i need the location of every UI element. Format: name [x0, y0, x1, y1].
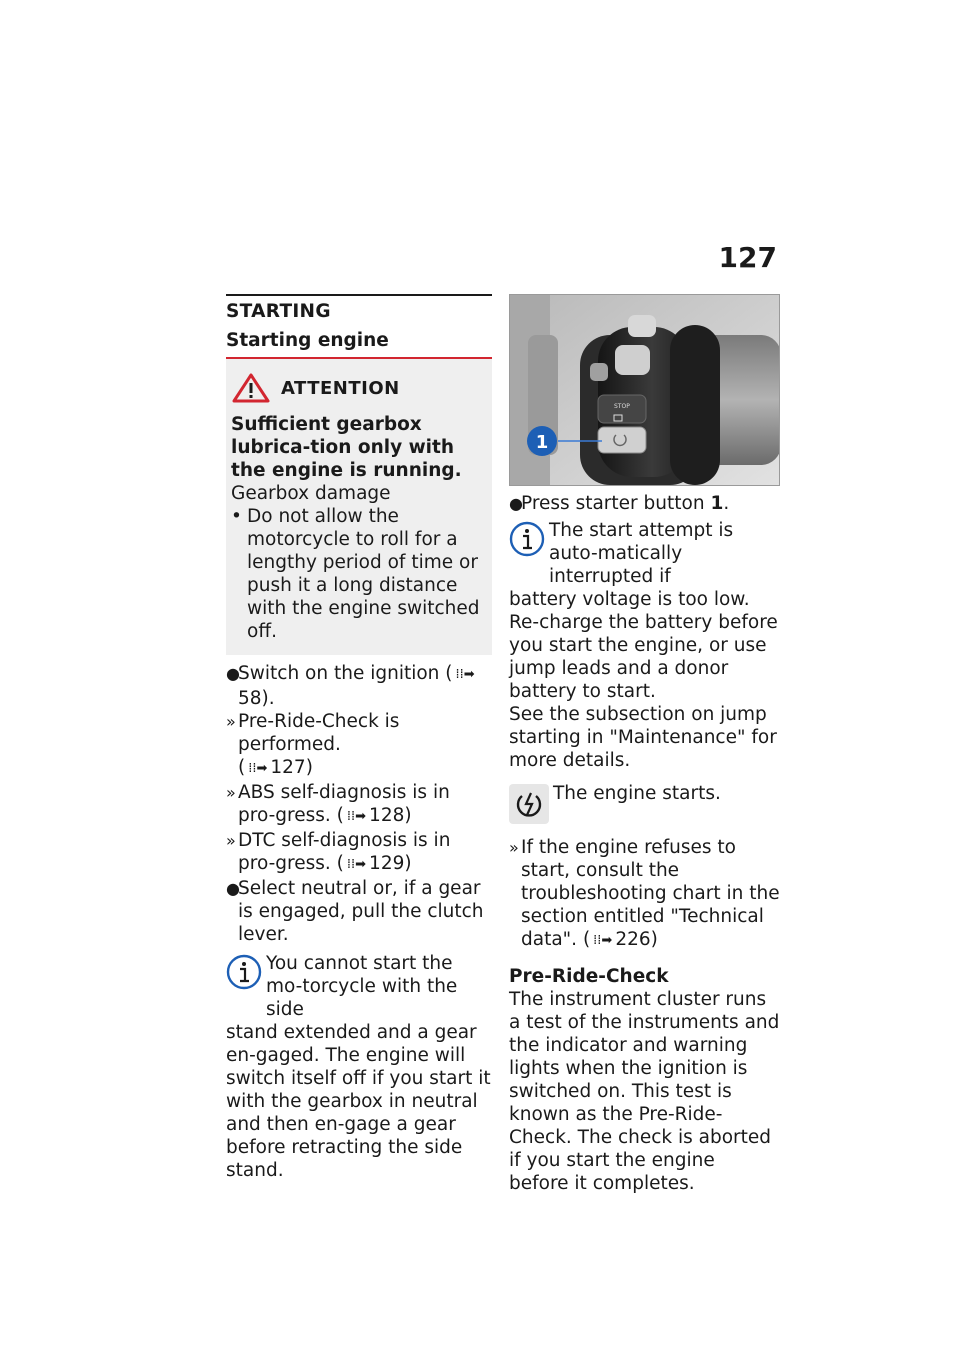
press-text: Press starter button: [521, 493, 711, 514]
note-battery-rest: battery voltage is too low. Re-charge the battery before you start the engine, or use jump leads and a donor battery to start.: [509, 589, 778, 702]
page-ref[interactable]: 129: [369, 853, 405, 874]
attention-consequence: Gearbox damage: [231, 483, 391, 504]
note-battery-first: The start attempt is auto-matically interrupted if: [549, 520, 734, 587]
step-after: ).: [261, 688, 275, 709]
step-dtc-result: » DTC self-diagnosis is in pro-gress. ( ⁞⁞➡ 129): [226, 830, 451, 874]
steps-list: [226, 662, 492, 946]
step-text: Switch on the ignition (: [238, 663, 453, 684]
page-ref[interactable]: 128: [369, 805, 405, 826]
step-press-starter: [509, 492, 780, 515]
bullet-marker: ●: [509, 494, 523, 513]
section-title: STARTING: [226, 301, 331, 322]
warning-triangle-icon: [231, 373, 271, 403]
callout-number: 1: [535, 432, 549, 453]
note-sidestand: [226, 952, 492, 1182]
starter-button-photo: [509, 294, 780, 486]
note-battery: [509, 519, 780, 772]
top-rule: [226, 294, 492, 296]
note-battery-extra: See the subsection on jump starting in "Maintenance" for more details.: [509, 704, 777, 771]
page-ref[interactable]: 127: [270, 757, 306, 778]
note-sidestand-first: You cannot start the mo-torcycle with the side: [266, 953, 458, 1020]
pre-ride-body: The instrument cluster runs a test of the instruments and the indicator and warning lights when the ignition is switched on. This test is known as the Pre-Ride-Check. The check is aborted if you start the engine before it completes.: [509, 989, 780, 1194]
bullet-marker: ●: [226, 664, 240, 683]
note-sidestand-rest: stand extended and a gear en-gaged. The engine will switch itself off if you start it with the gearbox in neutral and then en-gage a gear before retracting the side stand.: [226, 1022, 491, 1181]
press-ref-label: 1: [710, 493, 724, 514]
result-marker: »: [509, 838, 519, 857]
subsection-title: Starting engine: [226, 330, 389, 351]
page-ref[interactable]: 226: [615, 929, 651, 950]
page-number: 127: [718, 241, 777, 274]
step-text: Select neutral or, if a gear is engaged, pull the clutch lever.: [238, 878, 484, 945]
step-text: Pre-Ride-Check is performed.: [238, 711, 400, 755]
attention-label: ATTENTION: [281, 377, 400, 399]
step-neutral: [226, 877, 492, 946]
attention-bullet: [231, 505, 482, 643]
arrow-icon: ⁞⁞➡: [455, 667, 475, 682]
engine-starts-row: [509, 782, 780, 828]
step-text: DTC self-diagnosis is in pro-gress.: [238, 830, 451, 874]
step-ignition: [226, 662, 492, 710]
start-symbol-icon: [509, 784, 549, 824]
press-after: .: [723, 493, 730, 514]
right-column: [509, 294, 780, 1195]
info-icon: [226, 954, 262, 990]
attention-header: [231, 373, 482, 403]
step-refuse: » If the engine refuses to start, consult the troubleshooting chart in the section entitled "Technical data". ( ⁞⁞➡ 226): [509, 837, 780, 950]
bullet-marker: ●: [226, 879, 240, 898]
refuse-text: If the engine refuses to start, consult the troubleshooting chart in the section entitled "Technical data".: [521, 837, 780, 950]
engine-start-icon: [509, 784, 549, 824]
arrow-icon: ⁞⁞➡: [593, 933, 613, 948]
result-marker: »: [226, 712, 236, 731]
arrow-icon: ⁞⁞➡: [248, 761, 268, 776]
step-pre-ride-result: » Pre-Ride-Check is performed. ( ⁞⁞➡ 127): [226, 711, 400, 778]
result-marker: »: [226, 831, 236, 850]
attention-bullet-text: Do not allow the motorcycle to roll for a lengthy period of time or push it a long distance with the engine switched off.: [247, 506, 480, 642]
stop-label: STOP: [614, 403, 630, 410]
pre-ride-title: Pre-Ride-Check: [509, 966, 669, 987]
attention-heading: Sufficient gearbox lubrica-tion only with the engine is running.: [231, 414, 462, 481]
left-column: [226, 294, 492, 1182]
arrow-icon: ⁞⁞➡: [346, 857, 367, 872]
attention-box: [226, 359, 492, 655]
info-icon: [509, 521, 545, 557]
arrow-icon: ⁞⁞➡: [346, 809, 367, 824]
starter-button: [598, 427, 646, 453]
page-ref[interactable]: 58: [238, 688, 262, 709]
handlebar-switch-illustration: [510, 295, 780, 486]
step-text: ABS self-diagnosis is in pro-gress.: [238, 782, 450, 826]
engine-starts-text: The engine starts.: [553, 783, 721, 804]
step-abs-result: » ABS self-diagnosis is in pro-gress. ( ⁞⁞➡ 128): [226, 782, 450, 826]
result-marker: »: [226, 783, 236, 802]
